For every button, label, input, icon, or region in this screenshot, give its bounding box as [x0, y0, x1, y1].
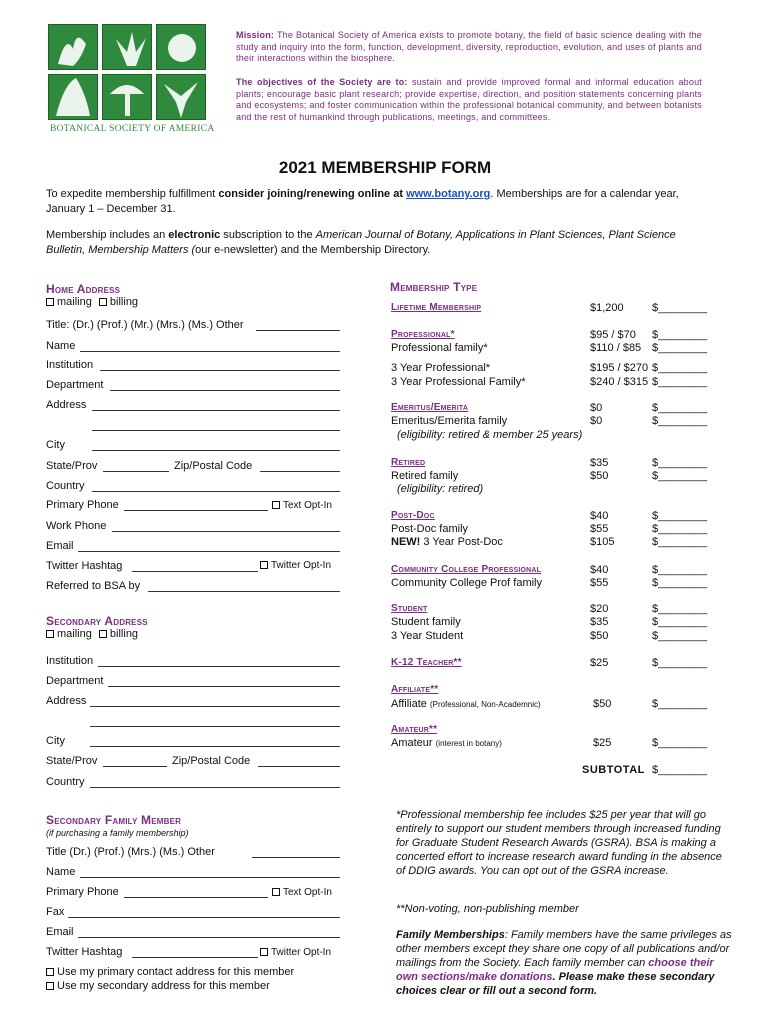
intro-text: To expedite membership fulfillment — [46, 188, 219, 200]
sec-institution-label: Institution — [46, 655, 94, 667]
sec-state-label: State/Prov — [46, 755, 98, 767]
student-price-3: $50 — [590, 630, 609, 642]
plant-silhouettes-icon — [46, 24, 210, 124]
postdoc-amount-3[interactable]: $________ — [652, 536, 708, 548]
student-amount-1[interactable]: $________ — [652, 603, 708, 615]
postdoc-amount-2[interactable]: $________ — [652, 523, 708, 535]
fam-name-label: Name — [46, 866, 76, 878]
intro-para-1 — [46, 187, 706, 217]
three-year-prof-label: 3 Year Professional* — [391, 362, 491, 374]
fam-title-label: Title (Dr.) (Prof.) (Mrs.) (Ms.) Other — [46, 846, 215, 858]
fam-phone-label: Primary Phone — [46, 886, 119, 898]
professional-price-1: $95 / $70 — [590, 329, 636, 341]
affiliate-price: $50 — [593, 698, 612, 710]
fam-title-field[interactable] — [252, 857, 340, 858]
retired-amount-1[interactable]: $________ — [652, 457, 708, 469]
mission-label: Mission: — [236, 30, 275, 40]
intro-dates: January 1 – December 31. — [46, 203, 176, 215]
country-label: Country — [46, 480, 85, 492]
emeritus-price-2: $0 — [590, 415, 603, 427]
postdoc-price-2: $55 — [590, 523, 609, 535]
label: billing — [109, 296, 139, 308]
objectives-label: The objectives of the Society are to: — [236, 77, 408, 87]
sec-city-label: City — [46, 735, 65, 747]
address-field-2[interactable] — [92, 430, 340, 431]
sec-country-field[interactable] — [90, 787, 340, 788]
amateur-note: (interest in botany) — [435, 739, 502, 748]
intro2-text: Membership includes an — [46, 229, 169, 241]
intro2-text-c: our e-newsletter) and the Membership Directory. — [195, 244, 431, 256]
retired-label: Retired — [391, 457, 426, 468]
email-field[interactable] — [78, 551, 340, 552]
professional-amount-2[interactable]: $________ — [652, 342, 708, 354]
family-memberships-note — [396, 928, 734, 998]
label: Amateur — [391, 737, 433, 749]
name-field[interactable] — [80, 351, 340, 352]
retired-amount-2[interactable]: $________ — [652, 470, 708, 482]
institution-field[interactable] — [100, 370, 340, 371]
label: mailing — [57, 628, 92, 640]
address-label: Address — [46, 399, 87, 411]
fam-fax-field[interactable] — [68, 917, 340, 918]
k12-label: K-12 Teacher** — [391, 657, 462, 668]
sec-institution-field[interactable] — [98, 666, 340, 667]
department-label: Department — [46, 379, 104, 391]
retired-price-1: $35 — [590, 457, 609, 469]
zip-field[interactable] — [260, 471, 340, 472]
affiliate-note: (Professional, Non-Academnic) — [429, 700, 541, 709]
objectives-block — [236, 77, 702, 123]
primary-phone-field[interactable] — [124, 510, 268, 511]
fam-email-label: Email — [46, 926, 74, 938]
affiliate-amount[interactable]: $________ — [652, 698, 708, 710]
community-price-1: $40 — [590, 564, 609, 576]
twitter-optin-checkbox[interactable] — [260, 561, 268, 569]
student-amount-3[interactable]: $________ — [652, 630, 708, 642]
page-title: 2021 MEMBERSHIP FORM — [278, 158, 492, 177]
sec-department-label: Department — [46, 675, 104, 687]
fam-twitter-field[interactable] — [132, 957, 258, 958]
k12-price: $25 — [590, 657, 609, 669]
city-label: City — [46, 439, 65, 451]
fam-twitter-optin-checkbox[interactable] — [260, 948, 268, 956]
fam-email-field[interactable] — [78, 937, 340, 938]
affiliate-row — [391, 698, 541, 710]
label: 3 Year Post-Doc — [423, 536, 503, 548]
title-field[interactable] — [256, 330, 340, 331]
secondary-billing-checkbox[interactable] — [99, 630, 107, 638]
title-label: Title: (Dr.) (Prof.) (Mr.) (Mrs.) (Ms.) Other — [46, 319, 244, 331]
label: Text Opt-In — [283, 500, 332, 511]
emeritus-amount-2[interactable]: $________ — [652, 415, 708, 427]
home-address-heading: Home Address — [46, 282, 121, 296]
text-optin-checkbox[interactable] — [272, 501, 280, 509]
family-text: : Family members have the same privileges as other members except they share one copy of all publications and/or mailings from the Society. Each family member can — [396, 929, 732, 969]
twitter-optin — [260, 560, 331, 571]
referred-field[interactable] — [148, 591, 340, 592]
postdoc-family-label: Post-Doc family — [391, 523, 469, 535]
affiliate-label: Affiliate** — [391, 684, 439, 695]
family-member-sub: (if purchasing a family membership) — [46, 828, 189, 838]
intro2-text-b: subscription to the — [220, 229, 316, 241]
fam-name-field[interactable] — [80, 877, 340, 878]
fam-phone-field[interactable] — [124, 897, 268, 898]
community-amount-1[interactable]: $________ — [652, 564, 708, 576]
intro-bold: consider joining/renewing online at — [218, 188, 407, 200]
name-label: Name — [46, 340, 76, 352]
subtotal-amount[interactable]: $________ — [652, 764, 708, 776]
community-college-label: Community College Professional — [391, 564, 542, 575]
three-year-prof-family-label: 3 Year Professional Family* — [391, 376, 526, 388]
sec-zip-label: Zip/Postal Code — [172, 755, 251, 767]
retired-eligibility: (eligibility: retired) — [397, 483, 484, 495]
label: mailing — [57, 296, 92, 308]
lifetime-label: Lifetime Membership — [391, 302, 482, 313]
secondary-address-options — [46, 628, 138, 640]
fam-fax-label: Fax — [46, 906, 65, 918]
retired-family-label: Retired family — [391, 470, 459, 482]
professional-price-2: $110 / $85 — [590, 342, 642, 354]
use-primary-checkbox[interactable] — [46, 968, 54, 976]
intro-para-2 — [46, 228, 706, 258]
emeritus-price-1: $0 — [590, 402, 603, 414]
city-field[interactable] — [92, 450, 340, 451]
new-badge: NEW! — [391, 536, 421, 548]
use-primary-option — [46, 966, 294, 978]
bsa-logo — [46, 24, 215, 136]
primary-phone-label: Primary Phone — [46, 499, 119, 511]
label: Twitter Opt-In — [271, 947, 332, 958]
text-optin — [272, 500, 332, 511]
emeritus-eligibility: (eligibility: retired & member 25 years) — [397, 429, 583, 441]
emeritus-amount-1[interactable]: $________ — [652, 402, 708, 414]
fam-text-optin — [272, 887, 332, 898]
label: Text Opt-In — [283, 887, 332, 898]
three-year-amount-1[interactable]: $________ — [652, 362, 708, 374]
membership-type-heading: Membership Type — [390, 280, 478, 294]
intro2-bulletin: Bulletin, Membership Matters ( — [46, 244, 196, 256]
zip-label: Zip/Postal Code — [174, 460, 253, 472]
work-phone-field[interactable] — [112, 531, 340, 532]
state-label: State/Prov — [46, 460, 98, 472]
logo-text: BOTANICAL SOCIETY OF AMERICA — [50, 124, 215, 134]
state-field[interactable] — [103, 471, 169, 472]
postdoc-3yr-label — [391, 536, 503, 548]
home-mailing-checkbox[interactable] — [46, 298, 54, 306]
lifetime-amount[interactable]: $________ — [652, 302, 708, 314]
student-label: Student — [391, 603, 428, 614]
department-field[interactable] — [110, 390, 340, 391]
sec-address-field-2[interactable] — [90, 726, 340, 727]
three-year-amount-2[interactable]: $________ — [652, 376, 708, 388]
website-link[interactable]: www.botany.org — [406, 188, 491, 200]
mission-block — [236, 30, 702, 65]
sec-address-label: Address — [46, 695, 87, 707]
email-label: Email — [46, 540, 74, 552]
family-purple-text: choose their own sections/make donations — [396, 957, 714, 983]
use-secondary-option — [46, 980, 270, 992]
home-address-options — [46, 296, 138, 308]
fam-twitter-optin — [260, 947, 331, 958]
student-price-1: $20 — [590, 603, 609, 615]
k12-amount[interactable]: $________ — [652, 657, 708, 669]
community-college-family-label: Community College Prof family — [391, 577, 542, 589]
student-3yr-label: 3 Year Student — [391, 630, 464, 642]
community-amount-2[interactable]: $________ — [652, 577, 708, 589]
sec-address-field-1[interactable] — [90, 706, 340, 707]
postdoc-amount-1[interactable]: $________ — [652, 510, 708, 522]
community-price-2: $55 — [590, 577, 609, 589]
postdoc-price-1: $40 — [590, 510, 609, 522]
secondary-mailing-checkbox[interactable] — [46, 630, 54, 638]
sec-city-field[interactable] — [90, 746, 340, 747]
professional-label: Professional* — [391, 329, 455, 340]
country-field[interactable] — [92, 491, 340, 492]
label: Use my secondary address for this member — [57, 980, 270, 992]
postdoc-price-3: $105 — [590, 536, 615, 548]
professional-amount-1[interactable]: $________ — [652, 329, 708, 341]
student-price-2: $35 — [590, 616, 609, 628]
sec-country-label: Country — [46, 776, 85, 788]
student-amount-2[interactable]: $________ — [652, 616, 708, 628]
professional-fee-note: *Professional membership fee includes $25 per year that will go entirely to support our student members through increased funding for Graduate Student Research Awards (GSRA). BSA is making a concerted effort to increase research award funding in the absence of DDIG awards. You can opt out of the GSRA increase. — [396, 809, 722, 877]
use-secondary-checkbox[interactable] — [46, 982, 54, 990]
label: billing — [109, 628, 139, 640]
label: Use my primary contact address for this member — [57, 966, 295, 978]
three-year-price-2: $240 / $315 — [590, 376, 649, 388]
family-label: Family Memberships — [396, 929, 505, 941]
amateur-row — [391, 737, 502, 749]
twitter-field[interactable] — [132, 571, 258, 572]
professional-family-label: Professional family* — [391, 342, 488, 354]
nonvoting-note: **Non-voting, non-publishing member — [396, 903, 579, 915]
sec-department-field[interactable] — [108, 686, 340, 687]
amateur-amount[interactable]: $________ — [652, 737, 708, 749]
intro2-journals: American Journal of Botany, Applications in Plant Sciences, Plant Science — [315, 229, 676, 241]
label: Twitter Opt-In — [271, 560, 332, 571]
intro-text-2: . Memberships are for a calendar year, — [490, 188, 679, 200]
twitter-label: Twitter Hashtag — [46, 560, 123, 572]
lifetime-price: $1,200 — [590, 302, 624, 314]
emeritus-label: Emeritus/Emerita — [391, 402, 469, 413]
work-phone-label: Work Phone — [46, 520, 107, 532]
family-member-heading: Secondary Family Member — [46, 813, 182, 827]
secondary-address-heading: Secondary Address — [46, 614, 148, 628]
address-field-1[interactable] — [92, 410, 340, 411]
three-year-price-1: $195 / $270 — [590, 362, 649, 374]
mission-text: The Botanical Society of America exists to promote botany, the field of basic science dealing with the study and inquiry into the form, function, development, diversity, reproduction, evolution, and uses of plants and their interactions within the biosphere. — [236, 30, 702, 63]
home-billing-checkbox[interactable] — [99, 298, 107, 306]
referred-label: Referred to BSA by — [46, 580, 141, 592]
fam-twitter-label: Twitter Hashtag — [46, 946, 123, 958]
institution-label: Institution — [46, 359, 94, 371]
fam-text-optin-checkbox[interactable] — [272, 888, 280, 896]
sec-state-field[interactable] — [103, 766, 167, 767]
amateur-label: Amateur** — [391, 724, 438, 735]
objectives-text: sustain and provide improved formal and informal education about plants; encourage basic plant research; provide expertise, direction, and position statements concerning plants and ecosystems; and foster communication within the professional botanical community, and between botanists and the rest of humankind through publications, meetings, and committees. — [236, 77, 702, 122]
student-family-label: Student family — [391, 616, 461, 628]
retired-price-2: $50 — [590, 470, 609, 482]
label: Affiliate — [391, 698, 427, 710]
sec-zip-field[interactable] — [258, 766, 340, 767]
postdoc-label: Post-Doc — [391, 510, 435, 521]
subtotal-label: SUBTOTAL — [582, 764, 645, 776]
intro2-bold: electronic — [168, 229, 221, 241]
family-bold-text: . Please make these secondary choices clear or fill out a second form. — [396, 971, 715, 997]
emeritus-family-label: Emeritus/Emerita family — [391, 415, 508, 427]
amateur-price: $25 — [593, 737, 612, 749]
